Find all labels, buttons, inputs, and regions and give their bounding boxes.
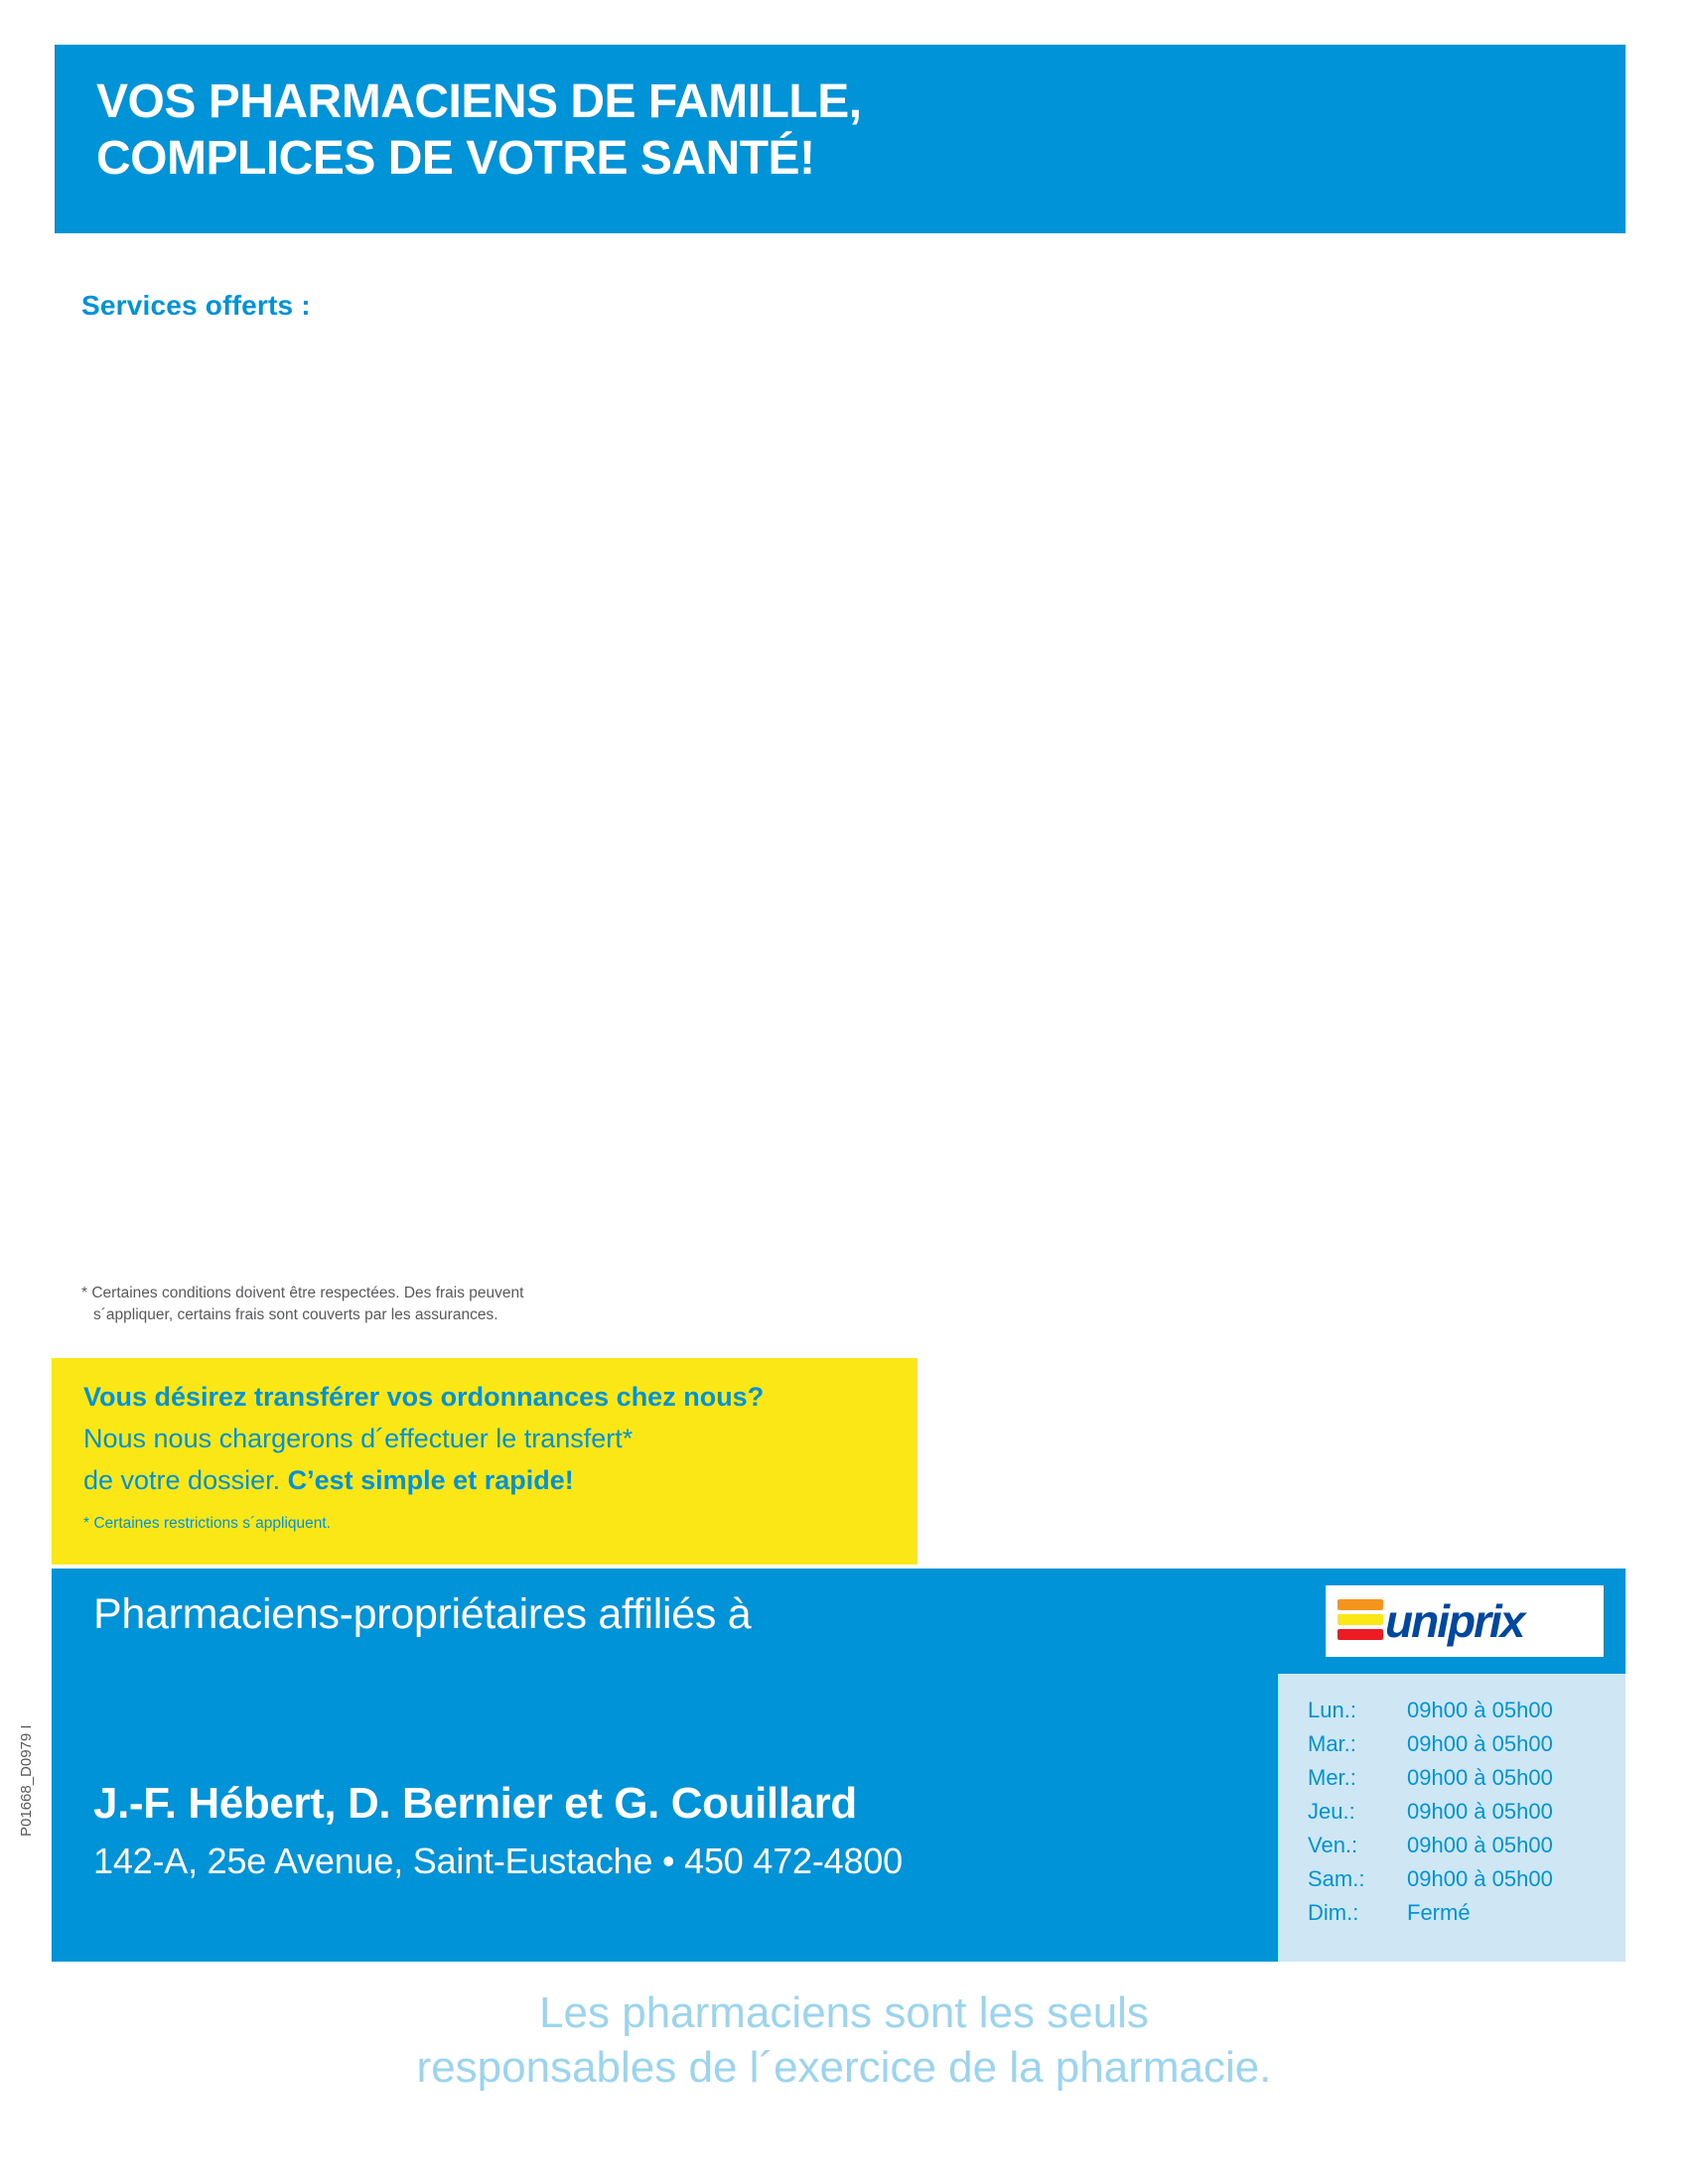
- hours-value: Fermé: [1407, 1900, 1471, 1925]
- pharmacy-info-band: [52, 1674, 1625, 1962]
- logo-wordmark: uniprix: [1385, 1595, 1524, 1647]
- uniprix-logo: [1326, 1585, 1604, 1657]
- footnote-line-1: * Certaines conditions doivent être respectées. Des frais peuvent: [81, 1285, 524, 1301]
- bottom-disclaimer-line-1: Les pharmaciens sont les seuls: [539, 1988, 1149, 2037]
- transfer-line-2: Nous nous chargerons d´effectuer le transfert*: [83, 1424, 633, 1453]
- hours-day: Sam.:: [1308, 1866, 1365, 1891]
- affiliation-bar: [52, 1569, 1625, 1674]
- footnote-line-2: s´appliquer, certains frais sont couverts par les assurances.: [93, 1306, 498, 1324]
- hours-day: Dim.:: [1308, 1900, 1359, 1925]
- transfer-line-3-normal: de votre dossier.: [83, 1465, 288, 1495]
- hours-value: 09h00 à 05h00: [1407, 1799, 1553, 1824]
- pharmacy-address-phone: 142-A, 25e Avenue, Saint-Eustache • 450 472-4800: [93, 1841, 903, 1881]
- transfer-restriction-note: * Certaines restrictions s´appliquent.: [83, 1515, 331, 1532]
- transfer-line-3-emphasis: C’est simple et rapide!: [287, 1465, 574, 1495]
- header-title-line-2: COMPLICES DE VOTRE SANTÉ!: [96, 131, 815, 185]
- services-offered-title: Services offerts :: [81, 290, 311, 321]
- hours-row: [1278, 1694, 1625, 1727]
- hours-value: 09h00 à 05h00: [1407, 1698, 1553, 1722]
- opening-hours-panel: [1278, 1674, 1625, 1962]
- hours-value: 09h00 à 05h00: [1407, 1765, 1553, 1790]
- hours-value: 09h00 à 05h00: [1407, 1731, 1553, 1756]
- bottom-disclaimer: [0, 1985, 1688, 2095]
- hours-row: [1278, 1761, 1625, 1795]
- hours-row: [1278, 1795, 1625, 1829]
- hours-value: 09h00 à 05h00: [1407, 1866, 1553, 1891]
- pharmacy-owners: J.-F. Hébert, D. Bernier et G. Couillard: [93, 1779, 857, 1828]
- hours-day: Mar.:: [1308, 1731, 1356, 1756]
- hours-row: [1278, 1862, 1625, 1896]
- hours-day: Mer.:: [1308, 1765, 1356, 1790]
- hours-day: Jeu.:: [1308, 1799, 1355, 1824]
- transfer-line-3: [83, 1465, 574, 1496]
- prescription-transfer-box: [52, 1358, 917, 1565]
- header-title-line-1: VOS PHARMACIENS DE FAMILLE,: [96, 75, 862, 128]
- conditions-footnote: [81, 1283, 836, 1327]
- transfer-question: Vous désirez transférer vos ordonnances chez nous?: [83, 1382, 765, 1412]
- affiliation-text: Pharmaciens-propriétaires affiliés à: [93, 1590, 752, 1638]
- document-code: P01668_D0979 I: [18, 1724, 35, 1837]
- hours-row: [1278, 1727, 1625, 1761]
- header-banner: [55, 45, 1625, 233]
- hours-day: Ven.:: [1308, 1833, 1358, 1857]
- logo-stripes-icon: [1337, 1599, 1383, 1644]
- hours-row: [1278, 1896, 1625, 1930]
- bottom-disclaimer-line-2: responsables de l´exercice de la pharmacie.: [416, 2043, 1272, 2092]
- hours-row: [1278, 1829, 1625, 1862]
- hours-day: Lun.:: [1308, 1698, 1356, 1722]
- hours-value: 09h00 à 05h00: [1407, 1833, 1553, 1857]
